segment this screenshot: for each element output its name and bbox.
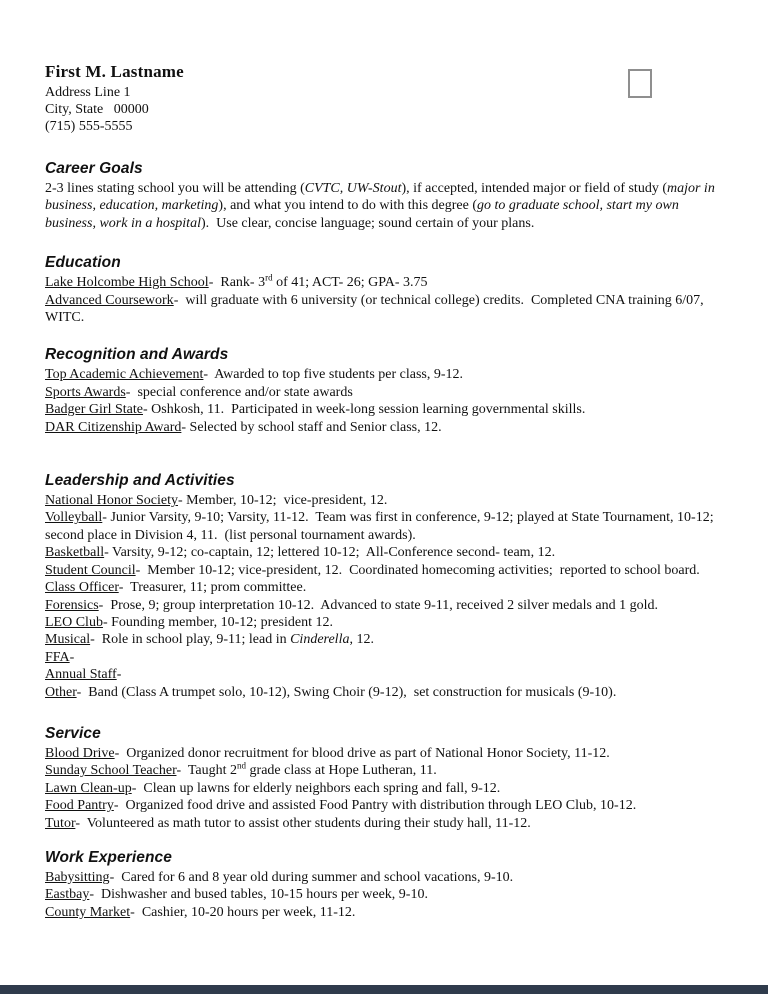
resume-entry xyxy=(45,366,723,383)
resume-entry xyxy=(45,419,723,436)
ordinal-superscript: nd xyxy=(237,760,247,771)
entry-text: - Cared for 6 and 8 year old during summer and school vacations, 9-10. xyxy=(109,869,514,885)
resume-entry xyxy=(45,597,723,614)
image-placeholder-box xyxy=(628,69,652,98)
resume-document xyxy=(45,62,723,921)
entry-term: Forensics xyxy=(45,597,99,613)
resume-entry-musical xyxy=(45,631,723,648)
entry-text: - Oshkosh, 11. Participated in week-long session learning governmental skills. xyxy=(142,402,586,418)
entry-text: - Member 10-12; vice-president, 12. Coordinated homecoming activities; reported to school board. xyxy=(135,562,700,578)
resume-entry xyxy=(45,492,723,509)
resume-entry xyxy=(45,684,723,701)
entry-text: - Member, 10-12; vice-president, 12. xyxy=(177,493,388,509)
entry-term: Class Officer xyxy=(45,580,119,596)
entry-text: - Cashier, 10-20 hours per week, 11-12. xyxy=(130,904,356,920)
entry-term: FFA xyxy=(45,649,70,665)
entry-term: Badger Girl State xyxy=(45,402,143,418)
career-text: ), if accepted, intended major or field of study ( xyxy=(401,181,667,196)
section-heading-service: Service xyxy=(45,724,101,742)
resume-entry xyxy=(45,904,723,921)
section-heading-work-experience: Work Experience xyxy=(45,848,172,866)
entry-term: Food Pantry xyxy=(45,798,114,814)
entry-text: - Band (Class A trumpet solo, 10-12), Swing Choir (9-12), set construction for musicals (9-10). xyxy=(76,684,617,700)
resume-entry xyxy=(45,579,723,596)
entry-term: LEO Club xyxy=(45,614,103,630)
entry-text: - Junior Varsity, 9-10; Varsity, 11-12. Team was first in conference, 9-12; played at State Tournament, 10-12; second place in Division 4, 11. (list personal tournament awards). xyxy=(45,510,721,543)
phone-number: (715) 555-5555 xyxy=(45,119,133,134)
section-heading-recognition: Recognition and Awards xyxy=(45,346,229,364)
resume-entry xyxy=(45,544,723,561)
viewer-bottom-bar xyxy=(0,985,768,994)
entry-text: - Rank- 3 xyxy=(208,275,266,291)
resume-entry xyxy=(45,815,723,832)
entry-text: grade class at Hope Lutheran, 11. xyxy=(246,763,437,779)
entry-text: - Organized donor recruitment for blood drive as part of National Honor Society, 11-12. xyxy=(114,745,610,761)
section-heading-career-goals: Career Goals xyxy=(45,160,143,177)
entry-term: Musical xyxy=(45,632,91,648)
entry-term: Annual Staff xyxy=(45,667,117,683)
entry-term: Advanced Coursework xyxy=(45,292,174,308)
resume-entry xyxy=(45,745,723,762)
entry-text: - xyxy=(69,649,75,665)
section-heading-education: Education xyxy=(45,254,121,272)
career-italic-schools: CVTC, UW-Stout xyxy=(304,181,402,196)
entry-term: Sports Awards xyxy=(45,384,126,400)
entry-term: Eastbay xyxy=(45,887,90,903)
resume-entry-coursework xyxy=(45,292,723,327)
entry-term: Volleyball xyxy=(45,510,103,526)
entry-text: - xyxy=(116,667,122,683)
entry-term: Sunday School Teacher xyxy=(45,763,177,779)
career-italic-majors: major in business, education, marketing xyxy=(45,181,719,214)
resume-name: First M. Lastname xyxy=(45,62,184,81)
entry-text: - Dishwasher and bused tables, 10-15 hours per week, 9-10. xyxy=(89,887,428,903)
entry-text: - Prose, 9; group interpretation 10-12. Advanced to state 9-11, received 2 silver medals and 1 gold. xyxy=(98,597,659,613)
resume-entry xyxy=(45,780,723,797)
resume-entry xyxy=(45,562,723,579)
entry-text: - Role in school play, 9-11; lead in xyxy=(90,632,291,648)
career-text: 2-3 lines stating school you will be attending ( xyxy=(45,181,305,196)
entry-term: Lake Holcombe High School xyxy=(45,275,209,291)
resume-entry xyxy=(45,869,723,886)
resume-entry-high-school xyxy=(45,274,723,291)
entry-term: Lawn Clean-up xyxy=(45,780,132,796)
career-italic-plans: go to graduate school, start my own business, work in a hospital xyxy=(45,198,683,231)
ordinal-superscript: rd xyxy=(265,272,273,283)
entry-term: Student Council xyxy=(45,562,136,578)
entry-text: - Taught 2 xyxy=(176,763,238,779)
resume-entry xyxy=(45,509,723,544)
entry-term: Blood Drive xyxy=(45,745,115,761)
entry-term: DAR Citizenship Award xyxy=(45,419,182,435)
address-block xyxy=(45,84,723,135)
entry-term: Tutor xyxy=(45,815,76,831)
career-text: ), and what you intend to do with this degree ( xyxy=(218,198,477,214)
career-goals-paragraph xyxy=(45,180,723,232)
resume-entry xyxy=(45,797,723,814)
entry-text: - Volunteered as math tutor to assist other students during their study hall, 11-12. xyxy=(75,815,531,831)
resume-entry xyxy=(45,384,723,401)
address-line-2: City, State 00000 xyxy=(45,102,149,117)
entry-text: - Organized food drive and assisted Food Pantry with distribution through LEO Club, 10-12. xyxy=(113,798,637,814)
entry-term: County Market xyxy=(45,904,131,920)
entry-text: - Awarded to top five students per class, 9-12. xyxy=(203,367,464,383)
entry-term: National Honor Society xyxy=(45,493,178,509)
career-text: ). Use clear, concise language; sound certain of your plans. xyxy=(200,215,535,231)
entry-term: Basketball xyxy=(45,545,105,561)
entry-text: of 41; ACT- 26; GPA- 3.75 xyxy=(272,275,428,291)
entry-text: - Selected by school staff and Senior class, 12. xyxy=(181,419,442,435)
resume-entry xyxy=(45,401,723,418)
entry-text: - Treasurer, 11; prom committee. xyxy=(118,580,307,596)
resume-entry xyxy=(45,886,723,903)
resume-entry xyxy=(45,614,723,631)
entry-text: - Varsity, 9-12; co-captain, 12; lettered 10-12; All-Conference second- team, 12. xyxy=(104,545,556,561)
resume-entry-sunday-school xyxy=(45,762,723,779)
entry-text: - special conference and/or state awards xyxy=(125,384,353,400)
entry-term: Top Academic Achievement xyxy=(45,367,204,383)
entry-term: Babysitting xyxy=(45,869,110,885)
address-line-1: Address Line 1 xyxy=(45,85,131,100)
entry-text: - Clean up lawns for elderly neighbors each spring and fall, 9-12. xyxy=(131,780,501,796)
entry-text: - will graduate with 6 university (or technical college) credits. Completed CNA training 6/07, WITC. xyxy=(45,292,707,326)
play-title-italic: Cinderella xyxy=(290,632,350,648)
resume-entry xyxy=(45,649,723,666)
entry-text: , 12. xyxy=(349,632,374,648)
resume-entry xyxy=(45,666,723,683)
entry-term: Other xyxy=(45,684,77,700)
section-heading-leadership: Leadership and Activities xyxy=(45,472,235,490)
entry-text: - Founding member, 10-12; president 12. xyxy=(102,614,333,630)
